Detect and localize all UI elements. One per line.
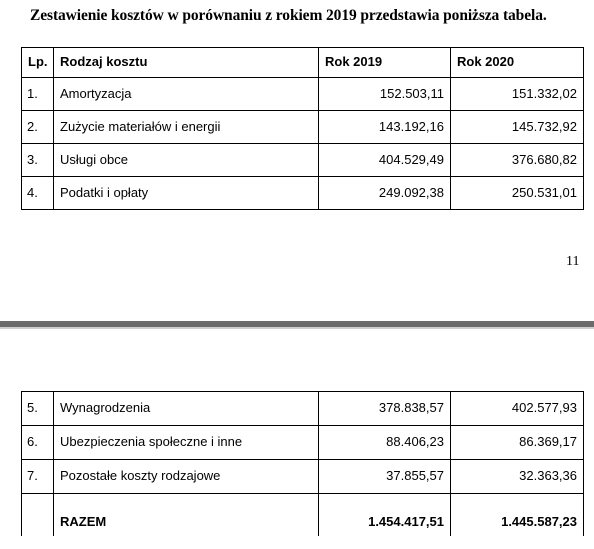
- row-cost-type: Ubezpieczenia społeczne i inne: [54, 426, 319, 460]
- row-value-2019: 88.406,23: [319, 426, 451, 460]
- row-value-2019: 249.092,38: [319, 177, 451, 210]
- cost-table-page-1: [21, 47, 584, 210]
- total-label: RAZEM: [54, 494, 319, 536]
- row-lp: 7.: [22, 460, 54, 494]
- row-value-2020: 86.369,17: [451, 426, 584, 460]
- table-row: [22, 460, 584, 494]
- header-year-2019: Rok 2019: [319, 48, 451, 78]
- header-year-2020: Rok 2020: [451, 48, 584, 78]
- row-value-2020: 250.531,01: [451, 177, 584, 210]
- total-value-2019: 1.454.417,51: [319, 494, 451, 536]
- row-lp: 3.: [22, 144, 54, 177]
- row-value-2020: 151.332,02: [451, 78, 584, 111]
- page-number: 11: [566, 254, 580, 269]
- row-value-2019: 378.838,57: [319, 392, 451, 426]
- total-value-2020: 1.445.587,23: [451, 494, 584, 536]
- row-cost-type: Amortyzacja: [54, 78, 319, 111]
- row-lp: 6.: [22, 426, 54, 460]
- cost-table-page-2: [21, 391, 584, 536]
- table-row: [22, 177, 584, 210]
- page-break-shadow: [0, 327, 594, 329]
- row-value-2020: 145.732,92: [451, 111, 584, 144]
- row-lp: 5.: [22, 392, 54, 426]
- row-value-2019: 37.855,57: [319, 460, 451, 494]
- row-value-2020: 32.363,36: [451, 460, 584, 494]
- header-lp: Lp.: [22, 48, 54, 78]
- row-value-2019: 143.192,16: [319, 111, 451, 144]
- row-cost-type: Usługi obce: [54, 144, 319, 177]
- row-value-2019: 152.503,11: [319, 78, 451, 111]
- table-row: [22, 392, 584, 426]
- row-cost-type: Zużycie materiałów i energii: [54, 111, 319, 144]
- row-lp: 4.: [22, 177, 54, 210]
- table-total-row: [22, 494, 584, 536]
- document-heading: Zestawienie kosztów w porównaniu z rokiem 2019 przedstawia poniższa tabela.: [30, 7, 547, 24]
- table-row: [22, 78, 584, 111]
- row-value-2020: 402.577,93: [451, 392, 584, 426]
- row-value-2020: 376.680,82: [451, 144, 584, 177]
- total-lp-empty: [22, 494, 54, 536]
- row-cost-type: Podatki i opłaty: [54, 177, 319, 210]
- table-row: [22, 426, 584, 460]
- row-cost-type: Pozostałe koszty rodzajowe: [54, 460, 319, 494]
- row-lp: 1.: [22, 78, 54, 111]
- table-header-row: [22, 48, 584, 78]
- table-row: [22, 111, 584, 144]
- row-value-2019: 404.529,49: [319, 144, 451, 177]
- table-row: [22, 144, 584, 177]
- row-lp: 2.: [22, 111, 54, 144]
- row-cost-type: Wynagrodzenia: [54, 392, 319, 426]
- header-cost-type: Rodzaj kosztu: [54, 48, 319, 78]
